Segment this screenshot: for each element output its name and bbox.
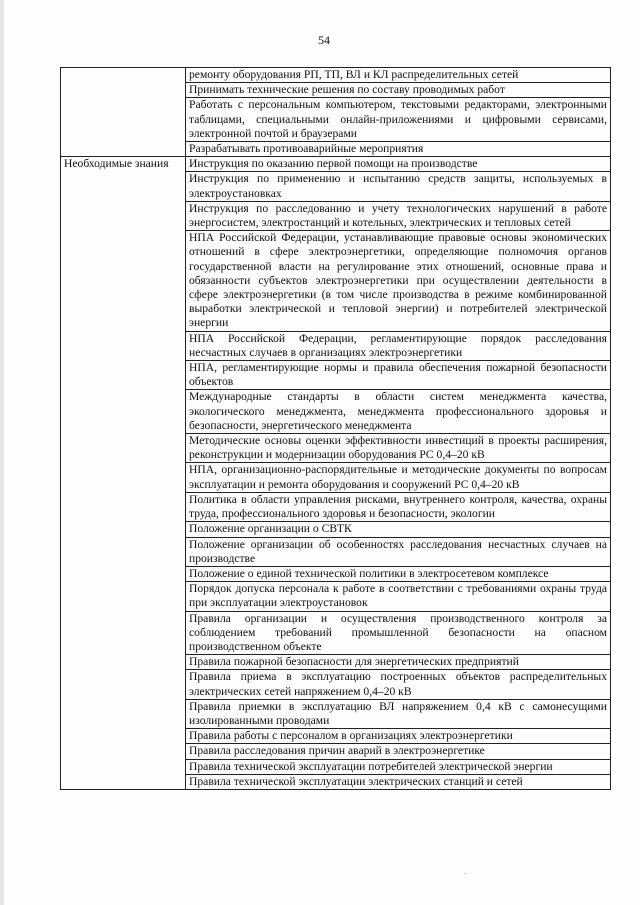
skill-item: Разрабатывать противоаварийные мероприятия [186, 142, 611, 157]
knowledge-item: Инструкция по применению и испытанию средств защиты, используемых в электроустановках [186, 172, 611, 201]
knowledge-item: Методические основы оценки эффективности инвестиций в проекты расширения, реконструкции и модернизации оборудования РС 0,4–20 кВ [186, 434, 611, 463]
knowledge-item: Правила технической эксплуатации электрических станций и сетей [186, 774, 611, 789]
section-label: Необходимые знания [61, 157, 186, 790]
knowledge-item: НПА Российской Федерации, устанавливающие правовые основы экономических отношений в сфере электроэнергетики, определяющие полномочия органов государственной власти на регулирование этих отношений, основные права и обязанности субъектов электроэнергетики при осуществлении деятельности в сфере электроэнергетики (в том числе производства в режиме комбинированной выработки электрической и тепловой энергии) и потребителей электрической энергии [186, 231, 611, 331]
knowledge-item: Положение организации о СВТК [186, 522, 611, 537]
label-cell-empty [61, 68, 186, 157]
skill-item: Работать с персональным компьютером, текстовыми редакторами, электронными таблицами, специальными онлайн-приложениями и цифровыми сервисами, электронной почтой и браузерами [186, 98, 611, 142]
knowledge-item: НПА Российской Федерации, регламентирующие порядок расследования несчастных случаев в организациях электроэнергетики [186, 331, 611, 360]
knowledge-item: Правила технической эксплуатации потребителей электрической энергии [186, 759, 611, 774]
scan-mark: . [464, 866, 467, 876]
knowledge-item: НПА, регламентирующие нормы и правила обеспечения пожарной безопасности объектов [186, 361, 611, 390]
knowledge-item: Порядок допуска персонала к работе в соответствии с требованиями охраны труда при эксплуатации электроустановок [186, 582, 611, 611]
knowledge-item: Инструкция по оказанию первой помощи на производстве [186, 157, 611, 172]
knowledge-item: Правила организации и осуществления производственного контроля за соблюдением требований промышленной безопасности на опасном производственном объекте [186, 611, 611, 655]
knowledge-item: Правила пожарной безопасности для энергетических предприятий [186, 655, 611, 670]
knowledge-item: Правила приемки в эксплуатацию ВЛ напряжением 0,4 кВ с самонесущими изолированными проводами [186, 699, 611, 728]
skill-item: ремонту оборудования РП, ТП, ВЛ и КЛ распределительных сетей [186, 68, 611, 83]
skill-item: Принимать технические решения по составу проводимых работ [186, 83, 611, 98]
knowledge-item: НПА, организационно-распорядительные и методические документы по вопросам эксплуатации и ремонта оборудования и сооружений РС 0,4–20 кВ [186, 463, 611, 492]
page-number: 54 [318, 33, 330, 47]
knowledge-item: Политика в области управления рисками, внутреннего контроля, качества, охраны труда, профессионального здоровья и безопасности, экологии [186, 492, 611, 521]
knowledge-item: Инструкция по расследованию и учету технологических нарушений в работе энергосистем, электростанций и котельных, электрических и тепловых сетей [186, 201, 611, 230]
requirements-table-body [61, 68, 611, 790]
table-row [61, 68, 611, 83]
knowledge-item: Международные стандарты в области систем менеджмента качества, экологического менеджмента, менеджмента профессионального здоровья и безопасности, энергетического менеджмента [186, 390, 611, 434]
knowledge-item: Положение о единой технической политики в электросетевом комплексе [186, 566, 611, 581]
knowledge-item: Правила приема в эксплуатацию построенных объектов распределительных электрических сетей напряжением 0,4–20 кВ [186, 670, 611, 699]
knowledge-item: Правила работы с персоналом в организациях электроэнергетики [186, 729, 611, 744]
table-row [61, 157, 611, 172]
knowledge-item: Положение организации об особенностях расследования несчастных случаев на производстве [186, 537, 611, 566]
knowledge-item: Правила расследования причин аварий в электроэнергетике [186, 744, 611, 759]
requirements-table [60, 67, 611, 790]
